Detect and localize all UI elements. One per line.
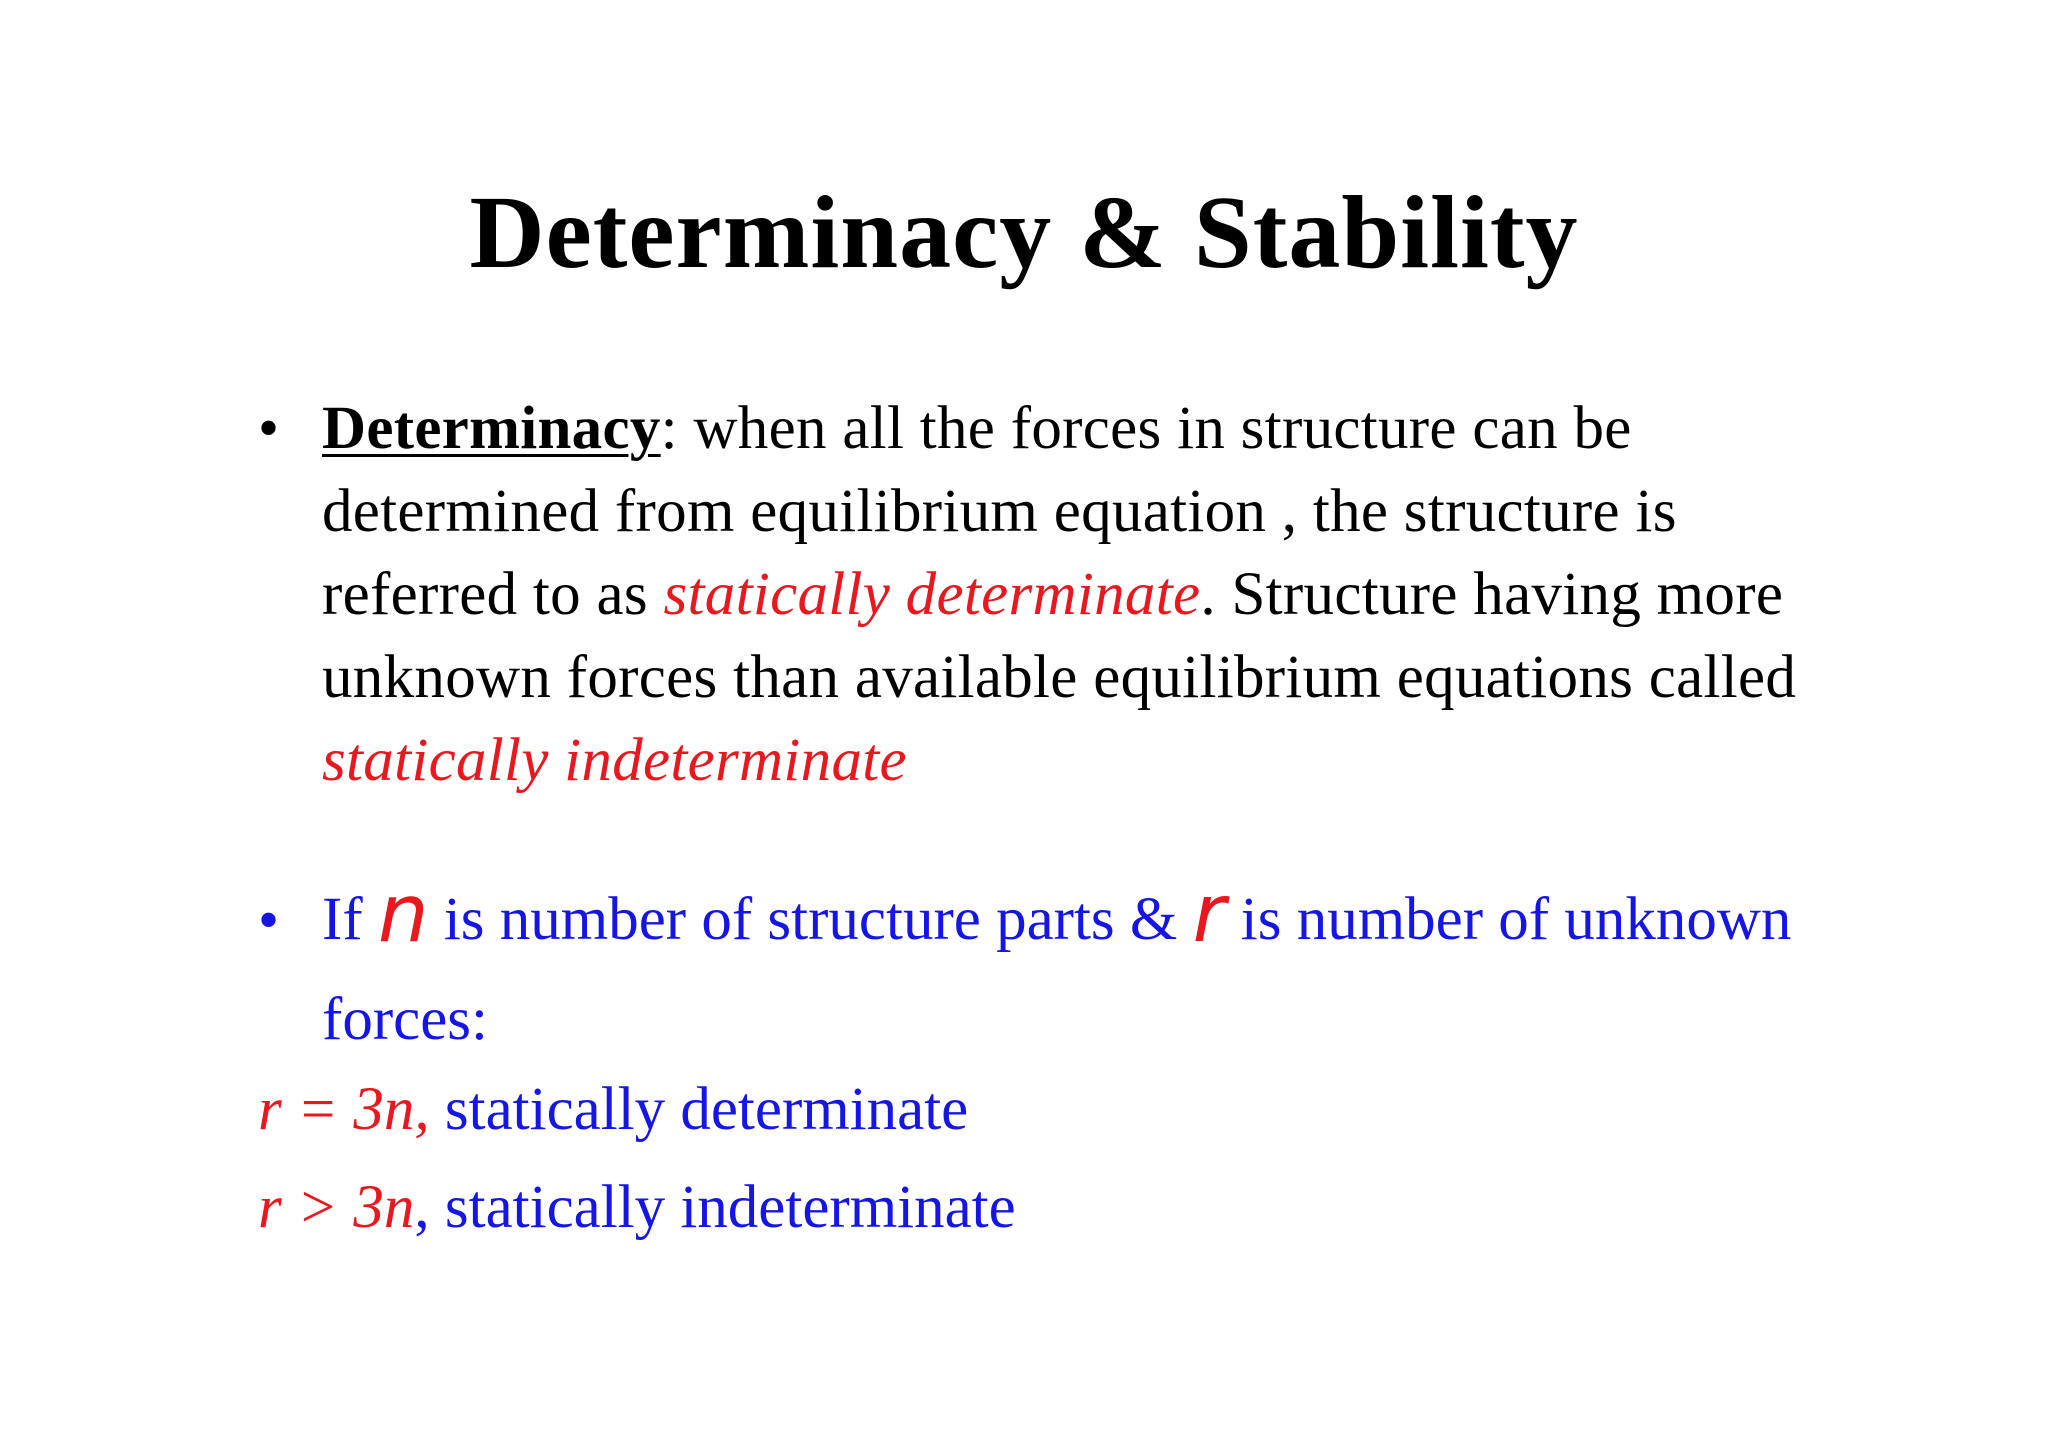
variables-text-a: If [322, 886, 378, 953]
variable-n: n [377, 867, 429, 960]
variables-text-b: is number of structure parts & [428, 886, 1193, 953]
determinacy-text-a: : when all the forces in structure can be determined from equilibrium equation , the structure is referred to as [322, 395, 1677, 628]
statically-indeterminate-highlight: statically indeterminate [322, 727, 907, 794]
slide-title: Determinacy & Stability [469, 175, 1579, 290]
determinacy-text-b: . Structure having more unknown forces than available equilibrium equations called [322, 561, 1797, 711]
equation-expression: r = 3n, [258, 1076, 430, 1143]
determinacy-paragraph [322, 387, 1822, 802]
variables-text-c: is number of unknown forces: [322, 886, 1792, 1053]
bullet-icon: • [258, 887, 280, 953]
equation-description: statically determinate [429, 1076, 969, 1143]
equation-description: , statically indeterminate [414, 1174, 1016, 1241]
determinacy-term: Determinacy [322, 395, 661, 462]
variable-r: r [1192, 867, 1226, 960]
variables-paragraph [322, 867, 1822, 1070]
equation-expression: r > 3n [258, 1174, 415, 1241]
statically-determinate-highlight: statically determinate [663, 561, 1201, 628]
bullet-icon: • [258, 395, 280, 461]
equation-determinate [258, 1070, 968, 1150]
equation-indeterminate [258, 1168, 1016, 1248]
